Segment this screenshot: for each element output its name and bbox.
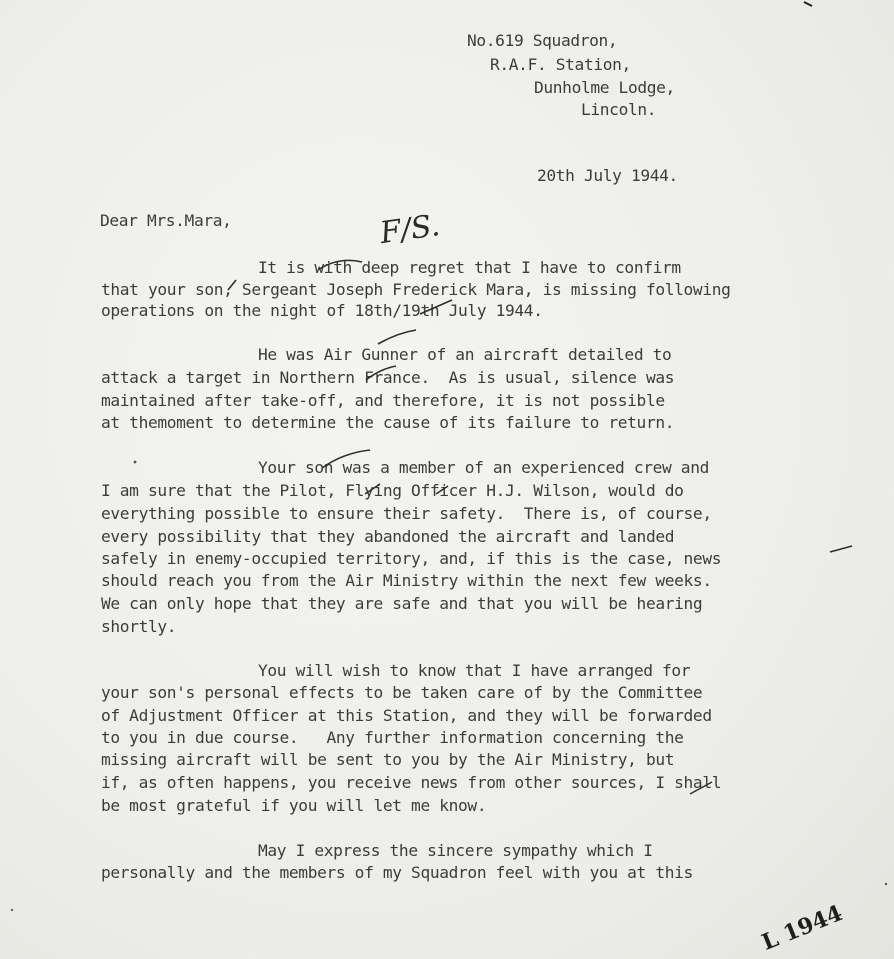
body-line: I am sure that the Pilot, Flying Officer H.J. Wilson, would do <box>101 481 684 500</box>
body-line: your son's personal effects to be taken care of by the Committee <box>101 683 703 702</box>
body-line: maintained after take-off, and therefore, it is not possible <box>101 391 665 410</box>
body-line: May I express the sincere sympathy which I <box>258 841 653 860</box>
body-line: shortly. <box>101 617 177 636</box>
body-line: to you in due course. Any further information concerning the <box>101 728 684 747</box>
handwritten-rank-note: F/S. <box>377 207 443 252</box>
body-line: You will wish to know that I have arranged for <box>258 661 691 680</box>
body-line: every possibility that they abandoned the aircraft and landed <box>101 527 675 546</box>
body-line: that your son, Sergeant Joseph Frederick Mara, is missing following <box>101 280 731 299</box>
body-line: personally and the members of my Squadron feel with you at this <box>101 863 693 882</box>
address-line-2: R.A.F. Station, <box>490 55 631 74</box>
salutation: Dear Mrs.Mara, <box>100 211 232 230</box>
address-line-3: Dunholme Lodge, <box>534 78 675 97</box>
letter-date: 20th July 1944. <box>537 166 678 185</box>
body-line: missing aircraft will be sent to you by the Air Ministry, but <box>101 750 675 769</box>
body-line: We can only hope that they are safe and that you will be hearing <box>101 594 703 613</box>
address-line-4: Lincoln. <box>581 100 657 119</box>
body-line: at themoment to determine the cause of its failure to return. <box>101 413 675 432</box>
body-line: Your son was a member of an experienced crew and <box>258 458 709 477</box>
address-line-1: No.619 Squadron, <box>467 31 618 50</box>
body-line: It is with deep regret that I have to confirm <box>258 258 681 277</box>
body-line: safely in enemy-occupied territory, and, if this is the case, news <box>101 549 722 568</box>
body-line: operations on the night of 18th/19th July 1944. <box>101 301 543 320</box>
body-line: should reach you from the Air Ministry within the next few weeks. <box>101 571 712 590</box>
body-line: everything possible to ensure their safety. There is, of course, <box>101 504 712 523</box>
body-line: He was Air Gunner of an aircraft detailed to <box>258 345 672 364</box>
body-line: attack a target in Northern France. As is usual, silence was <box>101 368 675 387</box>
body-line: be most grateful if you will let me know. <box>101 796 487 815</box>
date-stamp: L 1944 <box>758 900 847 956</box>
body-line: if, as often happens, you receive news from other sources, I shall <box>101 773 722 792</box>
body-line: of Adjustment Officer at this Station, and they will be forwarded <box>101 706 712 725</box>
